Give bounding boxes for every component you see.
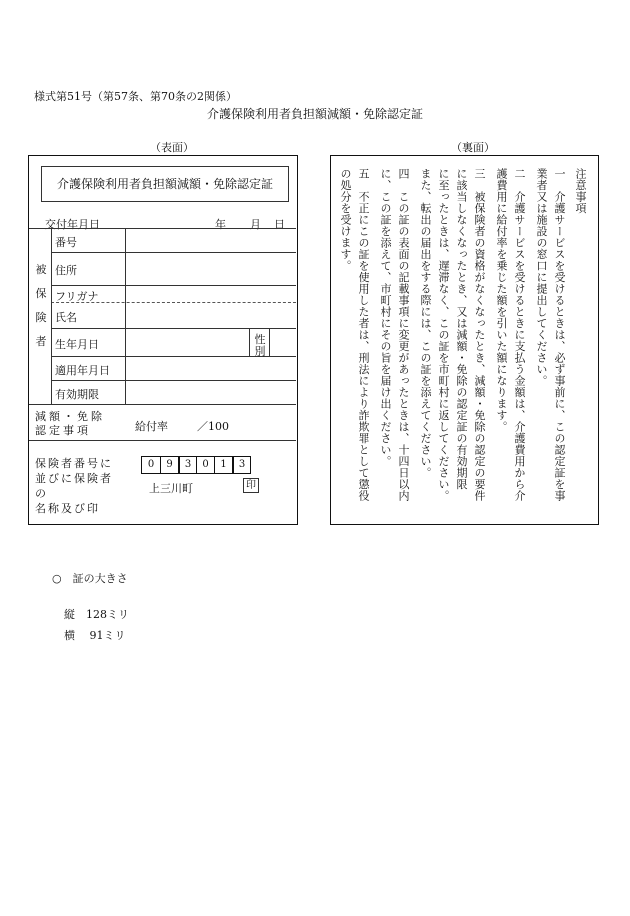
document-title: 介護保険利用者負担額減額・免除認定証 xyxy=(206,107,423,121)
card-front xyxy=(28,155,298,525)
insurer-number xyxy=(141,456,251,474)
notice-line: の処分を受けます。 xyxy=(339,168,352,272)
notice-line: また、転出の届出をする際には、この証を添えてください。 xyxy=(419,168,432,479)
notice-line: に該当しなくなったとき、又は減額・免除の認定証の有効期限 xyxy=(455,168,468,490)
issue-month-label: 月 xyxy=(250,218,261,231)
notice-line: に、この証を添えて、市町村にその旨を届け出ください。 xyxy=(379,168,392,467)
insurer-digit: 1 xyxy=(214,457,232,473)
issue-date-label: 交付年月日 xyxy=(45,218,100,231)
notice-line: 護費用に給付率を乗じた額を引いた額になります。 xyxy=(495,168,508,433)
form-reference: 様式第51号（第57条、第70条の2関係） xyxy=(34,90,237,103)
notice-heading: 注意事項 xyxy=(574,168,587,214)
rate-suffix: ／100 xyxy=(197,420,229,433)
notice-line: 三 被保険者の資格がなくなったとき、減額・免除の認定の要件 xyxy=(473,168,486,502)
notice-line: 四 この証の表面の記載事項に変更があったときは、十四日以内 xyxy=(397,168,410,502)
field-label-furigana: フリガナ xyxy=(55,290,99,303)
insurer-label-3: 名称及び印 xyxy=(35,502,100,515)
insurer-digit: 3 xyxy=(232,457,250,473)
issue-day-label: 日 xyxy=(274,218,285,231)
reduction-label-2: 認定事項 xyxy=(35,424,91,437)
insured-char-3: 険 xyxy=(35,311,47,324)
front-side-label: （表面） xyxy=(150,141,194,154)
notice-line: 五 不正にこの証を使用した者は、刑法により詐欺罪として懲役 xyxy=(357,168,370,502)
insurer-digit: 9 xyxy=(160,457,178,473)
notice-line: 二 介護サービスを受けるときに支払う金額は、介護費用から介 xyxy=(513,168,526,502)
issue-year-label: 年 xyxy=(215,218,226,231)
notice-line: 業者又は施設の窓口に提出してください。 xyxy=(535,168,548,387)
insured-char-2: 保 xyxy=(35,287,47,300)
reduction-label-1: 減額・免除 xyxy=(35,410,105,423)
insured-grid xyxy=(29,228,296,404)
insurer-label-1: 保険者番号に xyxy=(35,457,113,470)
size-width: 横 91ミリ xyxy=(64,629,126,642)
field-label-number: 番号 xyxy=(55,236,77,249)
seal-mark: 印 xyxy=(243,478,259,493)
field-label-birthdate: 生年月日 xyxy=(55,338,99,351)
card-title: 介護保険利用者負担額減額・免除認定証 xyxy=(41,166,289,202)
insured-char-4: 者 xyxy=(35,335,47,348)
notice-line: に至ったときは、遅滞なく、この証を市町村に返してください。 xyxy=(437,168,450,502)
gender-label: 性別 xyxy=(254,333,266,358)
insurer-label-2: 並びに保険者の xyxy=(35,472,113,500)
field-label-expiry: 有効期限 xyxy=(55,388,99,401)
size-height: 縦 128ミリ xyxy=(64,608,129,621)
field-label-address: 住所 xyxy=(55,264,77,277)
card-back xyxy=(330,155,599,525)
insurer-digit: 0 xyxy=(147,459,155,470)
insured-char-1: 被 xyxy=(35,263,47,276)
insurer-digit: 0 xyxy=(196,457,214,473)
field-label-apply-date: 適用年月日 xyxy=(55,364,110,377)
back-side-label: （裏面） xyxy=(451,141,495,154)
size-title: ○ 証の大きさ xyxy=(52,572,128,585)
rate-label: 給付率 xyxy=(135,420,168,433)
insurer-digit: 3 xyxy=(178,457,196,473)
notice-line: 一 介護サービスを受けるときは、必ず事前に、この認定証を事 xyxy=(553,168,566,502)
field-label-name: 氏名 xyxy=(55,311,77,324)
insurer-name: 上三川町 xyxy=(149,482,193,495)
